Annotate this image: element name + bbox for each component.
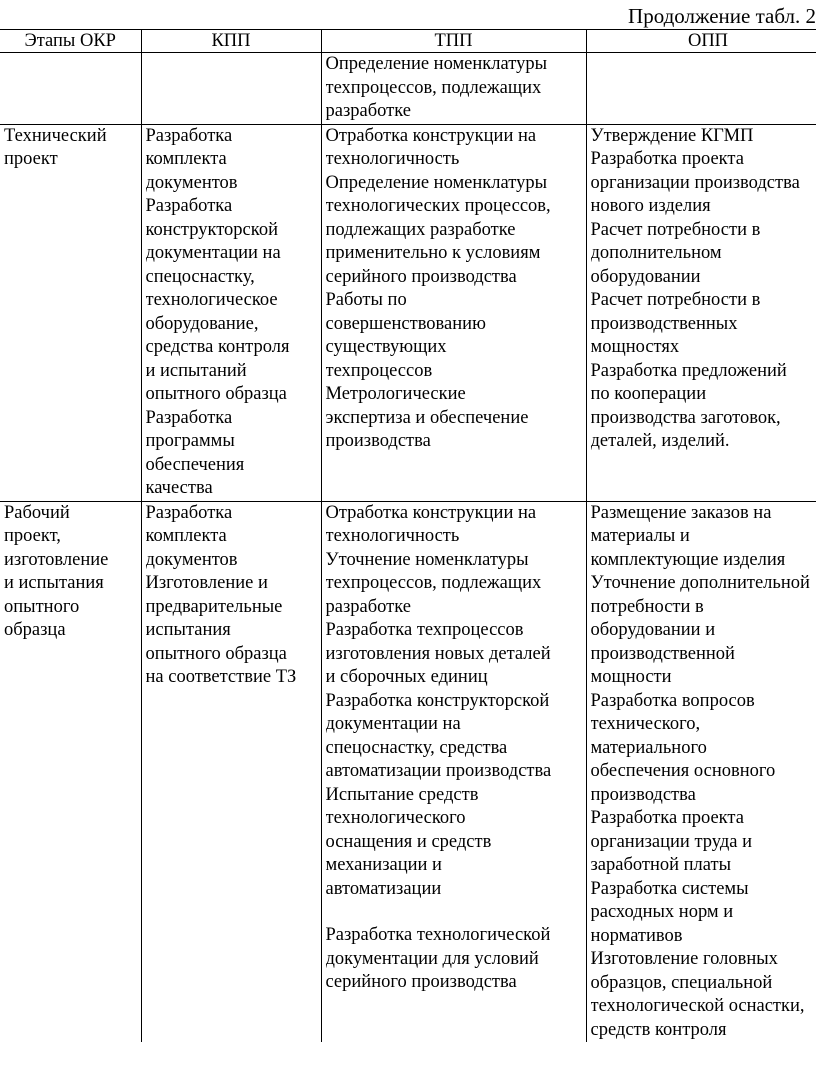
- header-kpp: КПП: [141, 30, 321, 53]
- opp-cell: [586, 124, 816, 501]
- opp-item: Изготовление головных образцов, специальной технологической оснастки, средств контроля: [590, 949, 805, 1040]
- kpp-item: Разработка комплекта документов: [145, 125, 238, 193]
- tpp-item: Работы по совершенствованию существующих техпроцессов: [325, 290, 486, 381]
- table-header-row: [0, 30, 816, 53]
- tpp-cell: [321, 501, 586, 1042]
- stage-cell: [0, 501, 141, 1042]
- header-stages: Этапы ОКР: [0, 30, 141, 53]
- opp-item: Разработка проекта организации производства нового изделия: [590, 149, 800, 216]
- tpp-item: Метрологические экспертиза и обеспечение производства: [325, 384, 529, 451]
- header-tpp: ТПП: [321, 30, 586, 53]
- tpp-item: Разработка технологической документации для условий серийного производства: [325, 925, 551, 992]
- opp-cell: [586, 53, 816, 125]
- kpp-item: Разработка программы обеспечения качества: [145, 407, 245, 498]
- opp-item: Разработка системы расходных норм и нормативов: [590, 878, 749, 946]
- stage-cell: [0, 53, 141, 125]
- tpp-item: Определение номенклатуры технологических процессов, подлежащих разработке применительно к условиям серийного производства: [325, 172, 551, 287]
- table-row: [0, 501, 816, 1042]
- opp-cell: [586, 501, 816, 1042]
- kpp-cell: [141, 53, 321, 125]
- header-opp: ОПП: [586, 30, 816, 53]
- kpp-item: Изготовление и предварительные испытания опытного образца на соответствие ТЗ: [145, 573, 297, 687]
- tpp-item: Испытание средств технологического оснащения и средств механизации и автоматизации: [325, 784, 492, 899]
- opp-item: Размещение заказов на материалы и комплектующие изделия: [590, 502, 786, 570]
- tpp-cell: [321, 124, 586, 501]
- stage-label: Рабочий проект, изготовление и испытания опытного образца: [4, 502, 109, 640]
- opp-item: Разработка проекта организации труда и заработной платы: [590, 808, 752, 875]
- tpp-item: Разработка техпроцессов изготовления новых деталей и сборочных единиц: [325, 620, 551, 687]
- kpp-item: Разработка конструкторской документации на спецоснастку, технологическое оборудование, средства контроля и испытаний опытного образца: [145, 196, 290, 404]
- opp-item: Расчет потребности в производственных мощностях: [590, 290, 761, 357]
- stage-label: Технический проект: [4, 125, 107, 169]
- kpp-item: Разработка комплекта документов: [145, 502, 238, 570]
- opp-item: Разработка вопросов технического, материального обеспечения основного производства: [590, 690, 776, 805]
- tpp-item: Отработка конструкции на технологичность: [325, 502, 537, 546]
- kpp-cell: [141, 501, 321, 1042]
- opp-item: Утверждение КГМП: [590, 125, 754, 146]
- kpp-cell: [141, 124, 321, 501]
- tpp-item: Уточнение номенклатуры техпроцессов, подлежащих разработке: [325, 549, 542, 617]
- tpp-item: Отработка конструкции на технологичность: [325, 125, 537, 169]
- tpp-item: Разработка конструкторской документации на спецоснастку, средства автоматизации производства: [325, 690, 552, 781]
- tpp-cell: [321, 53, 586, 125]
- table-row: [0, 124, 816, 501]
- table-row: [0, 53, 816, 125]
- stage-cell: [0, 124, 141, 501]
- table-caption: Продолжение табл. 2: [628, 4, 816, 28]
- opp-item: Разработка предложений по кооперации производства заготовок, деталей, изделий.: [590, 360, 787, 451]
- opp-item: Уточнение дополнительной потребности в оборудовании и производственной мощности: [590, 573, 810, 687]
- okr-stages-table: [0, 29, 816, 1042]
- opp-item: Расчет потребности в дополнительном оборудовании: [590, 219, 761, 287]
- tpp-item: Определение номенклатуры техпроцессов, подлежащих разработке: [325, 54, 548, 121]
